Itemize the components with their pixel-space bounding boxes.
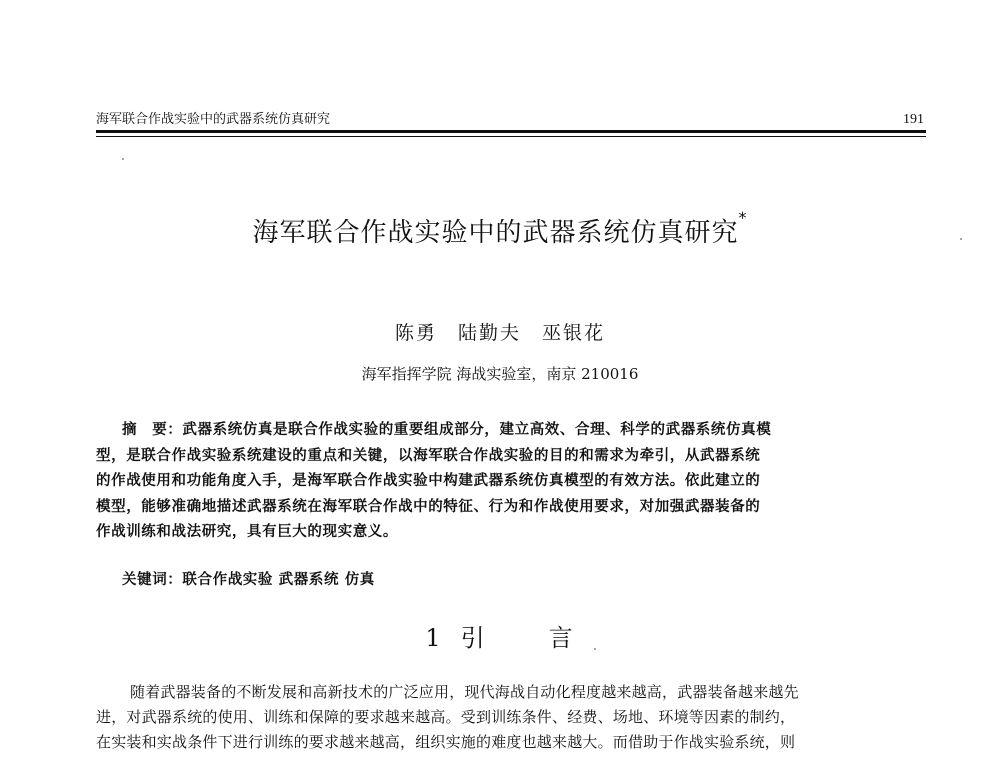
page-number: 191 xyxy=(903,112,924,127)
running-head-title: 海军联合作战实验中的武器系统仿真研究 xyxy=(96,112,331,127)
body-line: 在实装和实战条件下进行训练的要求越来越高，组织实施的难度也越来越大。而借助于作战实验系统，则 xyxy=(96,733,796,751)
abstract-label: 摘 要： xyxy=(122,421,183,438)
keywords xyxy=(122,568,375,589)
paper-title xyxy=(0,208,1000,249)
abstract-line: 模型，能够准确地描述武器系统在海军联合作战中的特征、行为和作战使用要求，对加强武器装备的 xyxy=(96,497,761,515)
keywords-text: 联合作战实验 武器系统 仿真 xyxy=(182,571,375,588)
abstract xyxy=(96,417,918,545)
abstract-line: 的作战使用和功能角度入手，是海军联合作战实验中构建武器系统仿真模型的有效方法。依此建立的 xyxy=(96,472,761,489)
body-paragraph xyxy=(96,680,924,755)
abstract-line xyxy=(96,417,918,443)
body-line: 进，对武器系统的使用、训练和保障的要求越来越高。受到训练条件、经费、场地、环境等因素的制约， xyxy=(96,708,796,726)
section-heading xyxy=(0,618,1000,653)
scan-speck xyxy=(960,238,962,240)
affiliation: 海军指挥学院 海战实验室，南京 210016 xyxy=(361,365,639,383)
paper-title-text: 海军联合作战实验中的武器系统仿真研究 xyxy=(252,218,739,248)
abstract-line: 作战训练和战法研究，具有巨大的现实意义。 xyxy=(96,523,398,540)
section-title-part: 言 xyxy=(548,624,575,652)
scan-speck xyxy=(594,648,596,650)
keywords-label: 关键词： xyxy=(122,571,183,588)
section-title-part: 引 xyxy=(460,624,487,652)
header-rule-thick xyxy=(96,130,926,133)
footnote-marker: * xyxy=(738,208,748,227)
abstract-text: 武器系统仿真是联合作战实验的重要组成部分，建立高效、合理、科学的武器系统仿真模 xyxy=(182,421,772,438)
section-number: 1 xyxy=(425,624,443,652)
body-line: 随着武器装备的不断发展和高新技术的广泛应用，现代海战自动化程度越来越高，武器装备越来越先 xyxy=(130,683,799,701)
header-rule-thin xyxy=(96,136,926,137)
authors: 陈勇 陆勤夫 巫银花 xyxy=(394,322,605,344)
scan-speck xyxy=(122,158,124,160)
abstract-line: 型，是联合作战实验系统建设的重点和关键，以海军联合作战实验的目的和需求为牵引，从武器系统 xyxy=(96,446,761,464)
